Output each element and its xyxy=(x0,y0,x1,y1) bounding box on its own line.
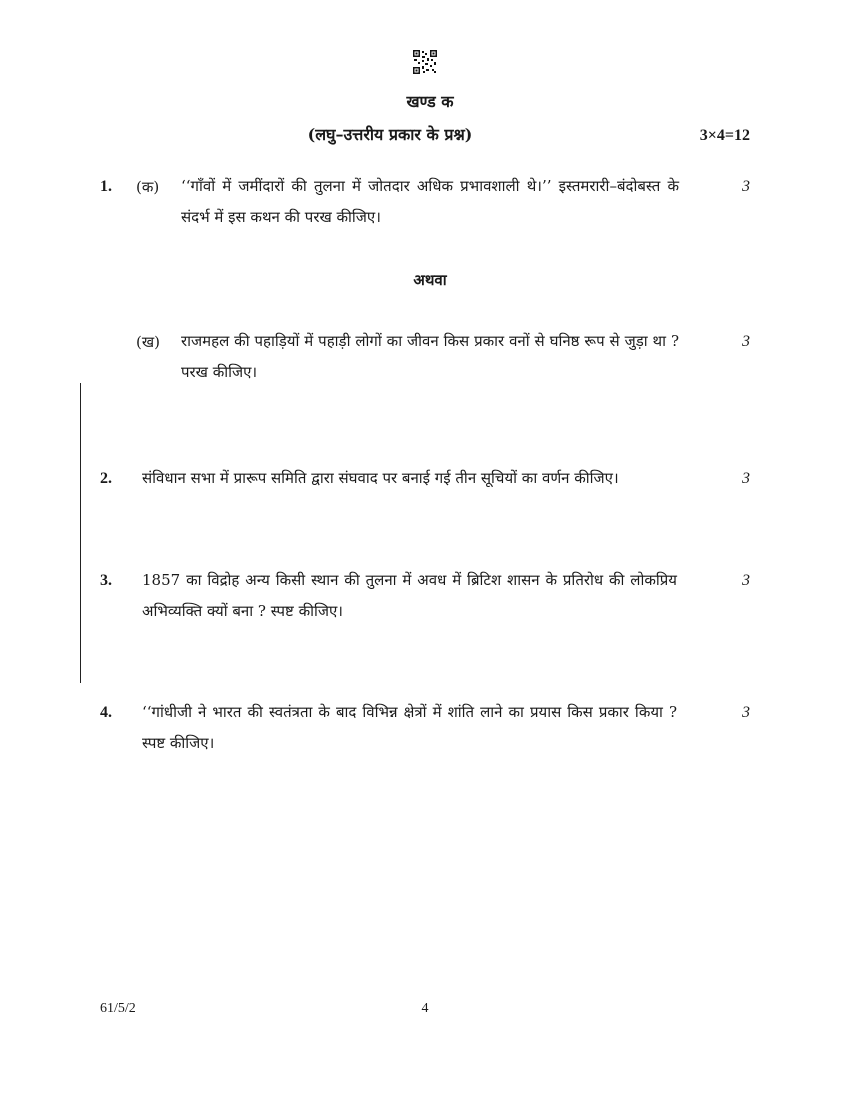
marks-total: 3×4=12 xyxy=(699,127,750,144)
question-4-marks: 3 xyxy=(742,704,750,721)
margin-line xyxy=(80,383,81,683)
question-1-part-a-label: (क) xyxy=(136,178,160,196)
question-3-text: 1857 का विद्रोह अन्य किसी स्थान की तुलना में अवध में ब्रिटिश शासन के प्रतिरोध की लोकप्रिय अभिव्यक्ति क्यों बना ? स्पष्ट कीजिए। xyxy=(142,571,677,620)
section-subtitle: (लघु–उत्तरीय प्रकार के प्रश्न) xyxy=(307,125,473,144)
question-1-part-b-label: (ख) xyxy=(136,333,160,351)
question-2-text: संविधान सभा में प्रारूप समिति द्वारा संघवाद पर बनाई गई तीन सूचियों का वर्णन कीजिए। xyxy=(142,469,619,487)
question-1-part-b-text: राजमहल की पहाड़ियों में पहाड़ी लोगों का जीवन किस प्रकार वनों से घनिष्ठ रूप से जुड़ा था ? परख कीजिए। xyxy=(181,332,679,381)
paper-code: 61/5/2 xyxy=(100,1001,136,1016)
question-1-part-a-text: ‘‘गाँवों में जमींदारों की तुलना में जोतदार अधिक प्रभावशाली थे।’’ इस्तमरारी–बंदोबस्त के संदर्भ में इस कथन की परख कीजिए। xyxy=(181,177,679,226)
question-number-2: 2. xyxy=(100,470,112,487)
section-title: खण्ड क xyxy=(406,92,454,111)
page-number: 4 xyxy=(421,1001,429,1016)
question-number-1: 1. xyxy=(100,178,112,195)
qr-code-icon xyxy=(413,50,437,74)
question-1-part-b-marks: 3 xyxy=(742,333,750,350)
question-number-3: 3. xyxy=(100,572,112,589)
question-2-marks: 3 xyxy=(742,470,750,487)
question-number-4: 4. xyxy=(100,704,112,721)
question-1-part-a-marks: 3 xyxy=(742,178,750,195)
or-label: अथवा xyxy=(413,271,447,289)
question-3-marks: 3 xyxy=(742,572,750,589)
question-4-text: ‘‘गांधीजी ने भारत की स्वतंत्रता के बाद विभिन्न क्षेत्रों में शांति लाने का प्रयास किस प्रकार किया ? स्पष्ट कीजिए। xyxy=(142,703,677,752)
